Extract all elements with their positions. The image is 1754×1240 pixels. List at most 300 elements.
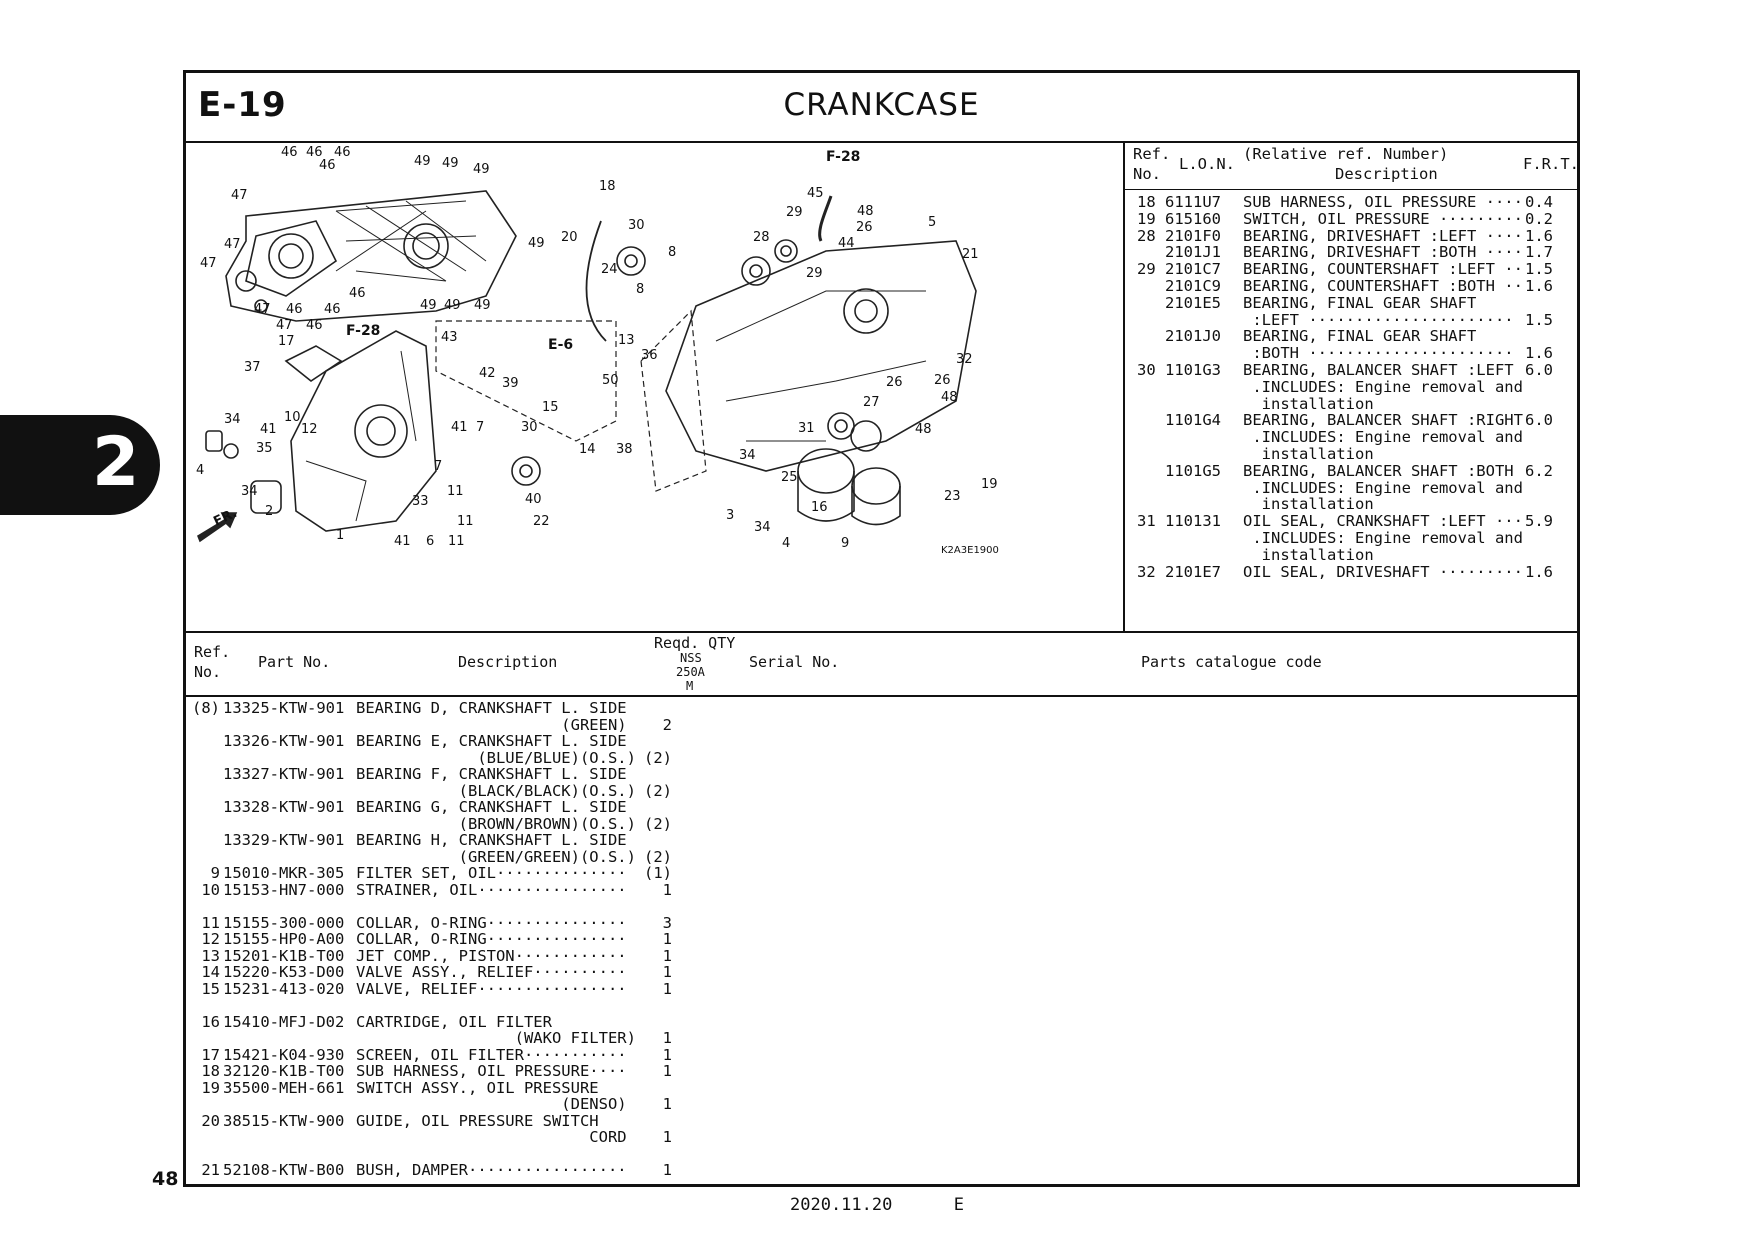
part-desc: BUSH, DAMPER·················	[356, 1161, 627, 1179]
part-desc: (DENSO)	[356, 1095, 627, 1113]
labor-ref-row	[1125, 311, 1577, 328]
part-qty: 1	[662, 1029, 672, 1047]
part-row	[186, 881, 1577, 898]
section-tab-label: 2	[92, 423, 140, 502]
part-callout: 6	[426, 534, 435, 549]
labor-ref-frt: 1.5	[1525, 260, 1553, 279]
part-callout: 45	[807, 186, 824, 201]
part-callout: 46	[306, 145, 323, 160]
part-qty: (2)	[644, 748, 672, 767]
labor-ref-desc: :BOTH ······················	[1243, 344, 1514, 363]
qty-col-header: Reqd. QTY	[654, 634, 736, 652]
part-desc: COLLAR, O-RING···············	[356, 930, 627, 948]
part-callout: 31	[798, 421, 815, 436]
part-qty: 1	[662, 979, 672, 998]
labor-ref-desc: installation	[1243, 445, 1374, 463]
labor-ref-row	[1125, 243, 1577, 260]
part-part: 13325-KTW-901	[223, 699, 345, 717]
labor-ref-ref: 28	[1137, 226, 1156, 245]
ref-col-header: Ref.	[194, 643, 231, 661]
no-col-header: No.	[194, 663, 222, 681]
part-callout: 34	[224, 412, 241, 427]
part-row	[186, 749, 1577, 766]
part-desc: (GREEN/GREEN)(O.S.)	[356, 847, 636, 866]
part-row	[186, 815, 1577, 832]
part-qty: (1)	[644, 864, 672, 882]
parts-table-header	[186, 631, 1577, 697]
part-row	[186, 1013, 1577, 1030]
part-callout: 48	[857, 204, 874, 219]
part-callout: 4	[782, 536, 791, 551]
desc-header-1: (Relative ref. Number)	[1243, 145, 1449, 163]
part-qty: 1	[662, 1095, 672, 1113]
part-desc: (BLUE/BLUE)(O.S.)	[356, 748, 636, 767]
part-ref: 20	[201, 1111, 220, 1130]
part-callout: 41	[394, 534, 411, 549]
labor-ref-desc: BEARING, DRIVESHAFT :BOTH ····	[1243, 243, 1523, 262]
desc-header-2: Description	[1335, 165, 1438, 183]
part-qty: 2	[662, 715, 672, 734]
part-part: 13329-KTW-901	[223, 831, 345, 849]
labor-ref-row	[1125, 563, 1577, 580]
part-part: 15220-K53-D00	[223, 963, 345, 981]
front-label: FR.	[211, 505, 240, 530]
labor-ref-frt: 5.9	[1525, 512, 1553, 531]
part-part: 15231-413-020	[223, 979, 345, 998]
labor-ref-row	[1125, 411, 1577, 428]
part-callout: 2	[265, 504, 274, 519]
figure-ref-f28-top: F-28	[826, 149, 861, 165]
part-callout: 8	[668, 245, 677, 260]
part-callout: 47	[224, 237, 241, 252]
labor-ref-desc: BEARING, BALANCER SHAFT :LEFT	[1243, 361, 1514, 379]
part-part: 15201-K1B-T00	[223, 946, 345, 965]
part-desc: (BROWN/BROWN)(O.S.)	[356, 814, 636, 833]
part-part: 15155-300-000	[223, 913, 345, 932]
part-desc: GUIDE, OIL PRESSURE SWITCH	[356, 1111, 599, 1130]
lon-header: L.O.N.	[1179, 155, 1235, 173]
labor-ref-row	[1125, 462, 1577, 479]
labor-ref-lon: 2101J0	[1165, 327, 1221, 346]
labor-ref-row	[1125, 327, 1577, 344]
labor-ref-row	[1125, 193, 1577, 210]
part-desc: SWITCH ASSY., OIL PRESSURE	[356, 1078, 599, 1097]
labor-ref-lon: 1101G5	[1165, 461, 1221, 480]
model-header-3: M	[686, 679, 694, 693]
part-callout: 49	[528, 236, 545, 251]
section-tab	[0, 415, 160, 515]
labor-ref-lon: 110131	[1165, 512, 1221, 531]
crankcase-drawing	[186, 141, 1121, 631]
labor-ref-row	[1125, 428, 1577, 445]
footer-date: 2020.11.20	[790, 1195, 893, 1215]
part-ref: 17	[201, 1045, 220, 1064]
labor-ref-row	[1125, 395, 1577, 412]
labor-ref-desc: BEARING, FINAL GEAR SHAFT	[1243, 327, 1477, 346]
part-part: 35500-MEH-661	[223, 1078, 345, 1097]
labor-ref-row	[1125, 479, 1577, 496]
labor-ref-row	[1125, 546, 1577, 563]
part-ref: 9	[210, 864, 220, 882]
part-callout: 13	[618, 333, 635, 348]
part-qty: 3	[662, 913, 672, 932]
labor-ref-frt: 6.2	[1525, 461, 1553, 480]
labor-ref-ref: 31	[1137, 512, 1156, 531]
labor-ref-lon: 1101G3	[1165, 361, 1221, 379]
labor-ref-frt: 6.0	[1525, 411, 1553, 430]
part-ref: 18	[201, 1062, 220, 1080]
part-desc: BEARING E, CRANKSHAFT L. SIDE	[356, 732, 627, 750]
part-callout: 46	[281, 145, 298, 160]
part-callout: 33	[412, 494, 429, 509]
part-callout: 21	[962, 247, 979, 262]
part-row	[186, 963, 1577, 980]
part-desc: VALVE, RELIEF················	[356, 979, 627, 998]
model-header-2: 250A	[676, 665, 705, 679]
labor-ref-ref: 30	[1137, 361, 1156, 379]
labor-ref-lon: 2101C7	[1165, 260, 1221, 279]
labor-ref-table	[1125, 141, 1577, 631]
part-callout: 12	[301, 422, 318, 437]
part-callout: 16	[811, 500, 828, 515]
labor-ref-row	[1125, 260, 1577, 277]
labor-ref-header	[1125, 141, 1577, 190]
part-callout: 24	[601, 262, 618, 277]
part-callout: 46	[349, 286, 366, 301]
part-part: 15421-K04-930	[223, 1045, 345, 1064]
part-callout: 42	[479, 366, 496, 381]
part-row	[186, 1161, 1577, 1178]
labor-ref-frt: 1.6	[1525, 277, 1553, 295]
part-qty: 1	[662, 1062, 672, 1080]
part-ref: (8)	[192, 699, 220, 717]
labor-ref-frt: 1.6	[1525, 226, 1553, 245]
part-callout: 10	[284, 410, 301, 425]
part-callout: 47	[200, 256, 217, 271]
part-row	[186, 864, 1577, 881]
part-callout: 36	[641, 348, 658, 363]
part-part: 15155-HP0-A00	[223, 930, 345, 948]
part-callout: 26	[856, 220, 873, 235]
part-callout: 20	[561, 230, 578, 245]
labor-ref-desc: .INCLUDES: Engine removal and	[1243, 377, 1523, 396]
labor-ref-lon: 1101G4	[1165, 411, 1221, 430]
part-callout: 3	[726, 508, 735, 523]
labor-ref-desc: :LEFT ······················	[1243, 310, 1514, 329]
labor-ref-desc: installation	[1243, 545, 1374, 564]
parts-list	[186, 695, 1577, 1185]
catalogue-col-header: Parts catalogue code	[1141, 653, 1322, 671]
labor-ref-lon: 2101F0	[1165, 226, 1221, 245]
part-callout: 49	[442, 156, 459, 171]
part-part: 52108-KTW-B00	[223, 1161, 345, 1179]
part-row	[186, 1046, 1577, 1063]
part-callout: 27	[863, 395, 880, 410]
part-callout: 46	[306, 318, 323, 333]
part-row	[186, 699, 1577, 716]
part-row	[186, 930, 1577, 947]
labor-ref-frt: 1.6	[1525, 562, 1553, 581]
part-callout: 40	[525, 492, 542, 507]
labor-ref-row	[1125, 445, 1577, 462]
labor-ref-ref: 19	[1137, 209, 1156, 228]
part-callout: 46	[324, 302, 341, 317]
part-callout: 49	[474, 298, 491, 313]
part-row	[186, 732, 1577, 749]
labor-ref-lon: 2101C9	[1165, 277, 1221, 295]
part-callout: 48	[941, 390, 958, 405]
part-callout: 11	[447, 484, 464, 499]
labor-ref-ref: 29	[1137, 260, 1156, 279]
figure-ref-e6: E-6	[548, 337, 574, 353]
part-desc: BEARING G, CRANKSHAFT L. SIDE	[356, 798, 627, 816]
part-ref: 11	[201, 913, 220, 932]
part-row	[186, 798, 1577, 815]
no-header: No.	[1133, 165, 1161, 183]
labor-ref-desc: SUB HARNESS, OIL PRESSURE ····	[1243, 193, 1523, 211]
part-row	[186, 782, 1577, 799]
oil-pressure-harness	[587, 221, 606, 341]
part-desc: (BLACK/BLACK)(O.S.)	[356, 781, 636, 800]
part-callout: 25	[781, 470, 798, 485]
part-callout: 41	[451, 420, 468, 435]
labor-ref-frt: 1.7	[1525, 243, 1553, 262]
part-callout: 47	[254, 302, 271, 317]
part-ref: 19	[201, 1078, 220, 1097]
part-qty: 1	[662, 880, 672, 899]
part-callout: 30	[521, 420, 538, 435]
part-row	[186, 914, 1577, 931]
part-col-header: Part No.	[258, 653, 331, 671]
part-desc: FILTER SET, OIL··············	[356, 864, 627, 882]
part-callout: 34	[241, 484, 258, 499]
part-callout: 43	[441, 330, 458, 345]
labor-ref-row	[1125, 210, 1577, 227]
labor-ref-ref: 18	[1137, 193, 1156, 211]
part-callout: 46	[319, 158, 336, 173]
part-callout: 34	[754, 520, 771, 535]
labor-ref-lon: 2101E5	[1165, 293, 1221, 312]
labor-ref-desc: installation	[1243, 495, 1374, 514]
labor-ref-ref: 32	[1137, 562, 1156, 581]
labor-ref-desc: BEARING, COUNTERSHAFT :LEFT ··	[1243, 260, 1523, 279]
part-callout: 41	[260, 422, 277, 437]
labor-ref-row	[1125, 294, 1577, 311]
part-row	[186, 716, 1577, 733]
part-desc: BEARING D, CRANKSHAFT L. SIDE	[356, 699, 627, 717]
part-ref: 12	[201, 930, 220, 948]
part-qty: 1	[662, 963, 672, 981]
part-callout: 47	[231, 188, 248, 203]
footer-edition: E	[953, 1195, 965, 1215]
figure-ref-f28-left: F-28	[346, 323, 381, 339]
part-row	[186, 996, 1577, 1013]
section-code: E-19	[198, 85, 287, 125]
part-desc: SCREEN, OIL FILTER···········	[356, 1045, 627, 1064]
labor-ref-desc: .INCLUDES: Engine removal and	[1243, 428, 1523, 447]
labor-ref-row	[1125, 361, 1577, 378]
part-callout: 46	[286, 302, 303, 317]
part-ref: 10	[201, 880, 220, 899]
part-callout: 50	[602, 373, 619, 388]
labor-ref-lon: 2101J1	[1165, 243, 1221, 262]
part-part: 13328-KTW-901	[223, 798, 345, 816]
part-part: 13327-KTW-901	[223, 765, 345, 783]
labor-ref-desc: BEARING, BALANCER SHAFT :BOTH	[1243, 461, 1514, 480]
labor-ref-desc: OIL SEAL, CRANKSHAFT :LEFT ···	[1243, 512, 1523, 531]
labor-ref-row	[1125, 378, 1577, 395]
parts-page	[183, 70, 1580, 1187]
part-callout: 5	[928, 215, 937, 230]
part-qty: 1	[662, 1161, 672, 1179]
part-desc: COLLAR, O-RING···············	[356, 913, 627, 932]
labor-ref-desc: BEARING, DRIVESHAFT :LEFT ····	[1243, 226, 1523, 245]
part-callout: 38	[616, 442, 633, 457]
labor-ref-row	[1125, 529, 1577, 546]
part-qty: 1	[662, 930, 672, 948]
labor-ref-row	[1125, 277, 1577, 294]
part-qty: (2)	[644, 814, 672, 833]
labor-ref-desc: BEARING, FINAL GEAR SHAFT	[1243, 293, 1477, 312]
labor-ref-frt: 0.4	[1525, 193, 1553, 211]
part-callout: 8	[636, 282, 645, 297]
part-row	[186, 1079, 1577, 1096]
part-callout: 19	[981, 477, 998, 492]
ref-header: Ref.	[1133, 145, 1171, 163]
part-desc: (GREEN)	[356, 715, 627, 734]
part-callout: 49	[473, 162, 490, 177]
part-row	[186, 1128, 1577, 1145]
part-row	[186, 848, 1577, 865]
part-callout: 22	[533, 514, 550, 529]
part-part: 38515-KTW-900	[223, 1111, 345, 1130]
part-part: 15010-MKR-305	[223, 864, 345, 882]
labor-ref-desc: .INCLUDES: Engine removal and	[1243, 529, 1523, 547]
part-row	[186, 980, 1577, 997]
desc-col-header: Description	[458, 653, 558, 671]
part-callout: 26	[934, 373, 951, 388]
part-part: 13326-KTW-901	[223, 732, 345, 750]
part-callout: 7	[476, 420, 485, 435]
part-callout: 49	[414, 154, 431, 169]
part-callout: 1	[336, 528, 345, 543]
part-callout: 37	[244, 360, 261, 375]
part-desc: CARTRIDGE, OIL FILTER	[356, 1012, 552, 1031]
part-row	[186, 1145, 1577, 1162]
part-qty: 1	[662, 1045, 672, 1064]
part-qty: 1	[662, 946, 672, 965]
part-row	[186, 897, 1577, 914]
labor-ref-row	[1125, 495, 1577, 512]
part-callout: 14	[579, 442, 596, 457]
part-callout: 15	[542, 400, 559, 415]
part-desc: CORD	[356, 1128, 627, 1146]
part-row	[186, 1029, 1577, 1046]
labor-ref-row	[1125, 512, 1577, 529]
part-callout: 29	[786, 205, 803, 220]
serial-col-header: Serial No.	[749, 653, 840, 671]
part-callout: 47	[276, 318, 293, 333]
part-callout: 30	[628, 218, 645, 233]
part-ref: 13	[201, 946, 220, 965]
labor-ref-frt: 1.6	[1525, 344, 1553, 363]
part-ref: 21	[201, 1161, 220, 1179]
labor-ref-row	[1125, 227, 1577, 244]
part-ref: 16	[201, 1012, 220, 1031]
part-callout: 4	[196, 463, 205, 478]
part-ref: 15	[201, 979, 220, 998]
part-row	[186, 1062, 1577, 1079]
part-part: 15410-MFJ-D02	[223, 1012, 345, 1031]
part-callout: 23	[944, 489, 961, 504]
model-header-1: NSS	[680, 651, 702, 665]
part-callout: 11	[457, 514, 474, 529]
labor-ref-desc: installation	[1243, 394, 1374, 413]
part-row	[186, 1112, 1577, 1129]
part-callout: 26	[886, 375, 903, 390]
part-callout: 29	[806, 266, 823, 281]
part-desc: BEARING F, CRANKSHAFT L. SIDE	[356, 765, 627, 783]
part-callout: 44	[838, 236, 855, 251]
labor-ref-frt: 0.2	[1525, 209, 1553, 228]
frt-header: F.R.T.	[1523, 155, 1579, 173]
part-desc: VALVE ASSY., RELIEF··········	[356, 963, 627, 981]
part-callout: 7	[434, 459, 443, 474]
part-desc: (WAKO FILTER)	[356, 1029, 636, 1047]
part-qty: (2)	[644, 781, 672, 800]
labor-ref-frt: 6.0	[1525, 361, 1553, 379]
part-callout: 49	[444, 298, 461, 313]
part-row	[186, 765, 1577, 782]
part-callout: 35	[256, 441, 273, 456]
labor-ref-lon: 2101E7	[1165, 562, 1221, 581]
part-callout: 46	[334, 145, 351, 160]
labor-ref-desc: SWITCH, OIL PRESSURE ·········	[1243, 209, 1523, 228]
labor-ref-desc: .INCLUDES: Engine removal and	[1243, 478, 1523, 497]
part-qty: 1	[662, 1128, 672, 1146]
figure-code: K2A3E1900	[941, 545, 999, 556]
labor-ref-desc: OIL SEAL, DRIVESHAFT ·········	[1243, 562, 1523, 581]
part-row	[186, 947, 1577, 964]
part-part: 15153-HN7-000	[223, 880, 345, 899]
exploded-diagram	[186, 141, 1125, 631]
labor-ref-frt: 1.5	[1525, 310, 1553, 329]
part-ref: 14	[201, 963, 220, 981]
part-callout: 48	[915, 422, 932, 437]
labor-ref-row	[1125, 344, 1577, 361]
part-callout: 28	[753, 230, 770, 245]
part-callout: 32	[956, 352, 973, 367]
footer	[790, 1195, 964, 1215]
part-desc: BEARING H, CRANKSHAFT L. SIDE	[356, 831, 627, 849]
part-callout: 39	[502, 376, 519, 391]
part-callout: 9	[841, 536, 850, 551]
part-callout: 49	[420, 298, 437, 313]
part-desc: JET COMP., PISTON············	[356, 946, 627, 965]
part-callout: 11	[448, 534, 465, 549]
part-row	[186, 831, 1577, 848]
labor-ref-lon: 6111U7	[1165, 193, 1221, 211]
part-callout: 17	[278, 334, 295, 349]
part-qty: (2)	[644, 847, 672, 866]
part-row	[186, 1095, 1577, 1112]
page-header	[186, 73, 1577, 143]
part-callout: 34	[739, 448, 756, 463]
labor-ref-desc: BEARING, COUNTERSHAFT :BOTH ··	[1243, 277, 1523, 295]
part-callout: 18	[599, 179, 616, 194]
labor-ref-desc: BEARING, BALANCER SHAFT :RIGHT	[1243, 411, 1523, 430]
part-desc: STRAINER, OIL················	[356, 880, 627, 899]
